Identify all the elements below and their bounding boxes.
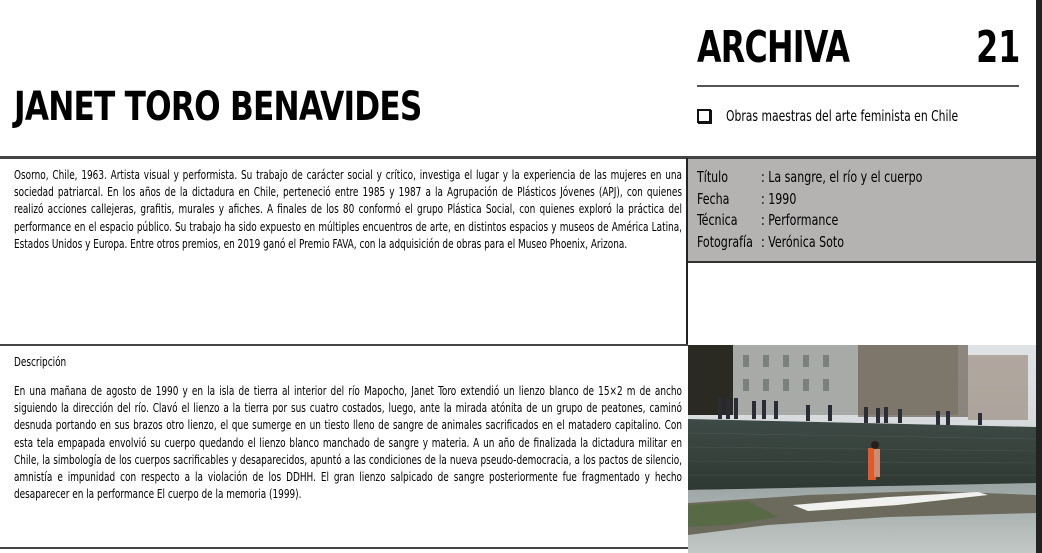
series-subtitle-text: Obras maestras del arte feminista en Chile — [726, 107, 959, 125]
description-label: Descripción — [14, 354, 67, 369]
meta-key: Fecha — [697, 189, 730, 208]
meta-row-photo — [697, 232, 922, 254]
meta-row-date — [697, 189, 922, 211]
meta-key: Fotografía — [697, 232, 753, 251]
meta-key: Técnica — [697, 211, 738, 229]
meta-value: : 1990 — [760, 189, 797, 208]
checkbox-bullet-icon — [697, 109, 711, 123]
section-divider — [0, 344, 688, 346]
meta-value: : La sangre, el río y el cuerpo — [760, 168, 923, 186]
meta-value: : Verónica Soto — [760, 232, 845, 251]
page-number: 21 — [975, 22, 1020, 73]
meta-key: Título — [697, 168, 729, 186]
performance-photo — [688, 345, 1036, 553]
brand-title: ARCHIVA — [697, 22, 850, 73]
meta-row-technique — [697, 210, 922, 232]
performance-photo-image — [688, 345, 1036, 553]
artist-bio: Osorno, Chile, 1963. Artista visual y performista. Su trabajo de carácter social y crítico, investiga el lugar y la experiencia de las mujeres en una sociedad patriarcal. En los años de la dictadura en Chile, perteneció entre 1985 y 1987 a la Agrupación de Plásticos Jóvenes (APJ), con quienes realizó acciones callejeras, grafitis, murales y afiches. A finales de los 80 conformó el grupo Plástica Social, con quienes exploró la práctica del performance en el espacio público. Su trabajo ha sido expuesto en múltiples encuentros de arte, en distintos espacios y museos de América Latina, Estados Unidos y Europa. Entre otros premios, en 2019 ganó el Premio FAVA, con la adquisición de obras para el Museo Phoenix, Arizona. — [14, 167, 682, 251]
series-subtitle — [697, 107, 1016, 125]
meta-row-title — [697, 167, 922, 189]
description-text: En una mañana de agosto de 1990 y en la isla de tierra al interior del río Mapocho, Janet Toro extendió un lienzo blanco de 15×2 m de ancho siguiendo la dirección del río. Clavó el lienzo a la tierra por sus cuatro costados, luego, ante la mirada atónita de un grupo de peatones, caminó desnuda portando en sus brazos otro lienzo, el que sumerge en un tiesto lleno de sangre de animales sacrificados en el matadero capitalino. Con esta tela empapada envolvió su cuerpo quedando el lienzo blanco manchado de sangre y materia. A un año de finalizada la dictadura militar en Chile, la simbología de los cuerpos sacrificables y desaparecidos, apuntó a las condiciones de la nueva pseudo-democracia, a los pactos de silencio, amnistía e impunidad con respecto a la violación de los DDHH. El gran lienzo salpicado de sangre posteriormente fue fragmentado y hecho desaparecer en la performance El cuerpo de la memoria (1999). — [14, 383, 682, 502]
meta-value: : Performance — [760, 211, 839, 229]
artist-name-heading: JANET TORO BENAVIDES — [14, 84, 422, 130]
artwork-metadata-box — [688, 159, 1036, 263]
page-right-border — [1036, 0, 1042, 553]
bottom-divider — [0, 547, 688, 549]
brand-divider — [697, 85, 1019, 87]
